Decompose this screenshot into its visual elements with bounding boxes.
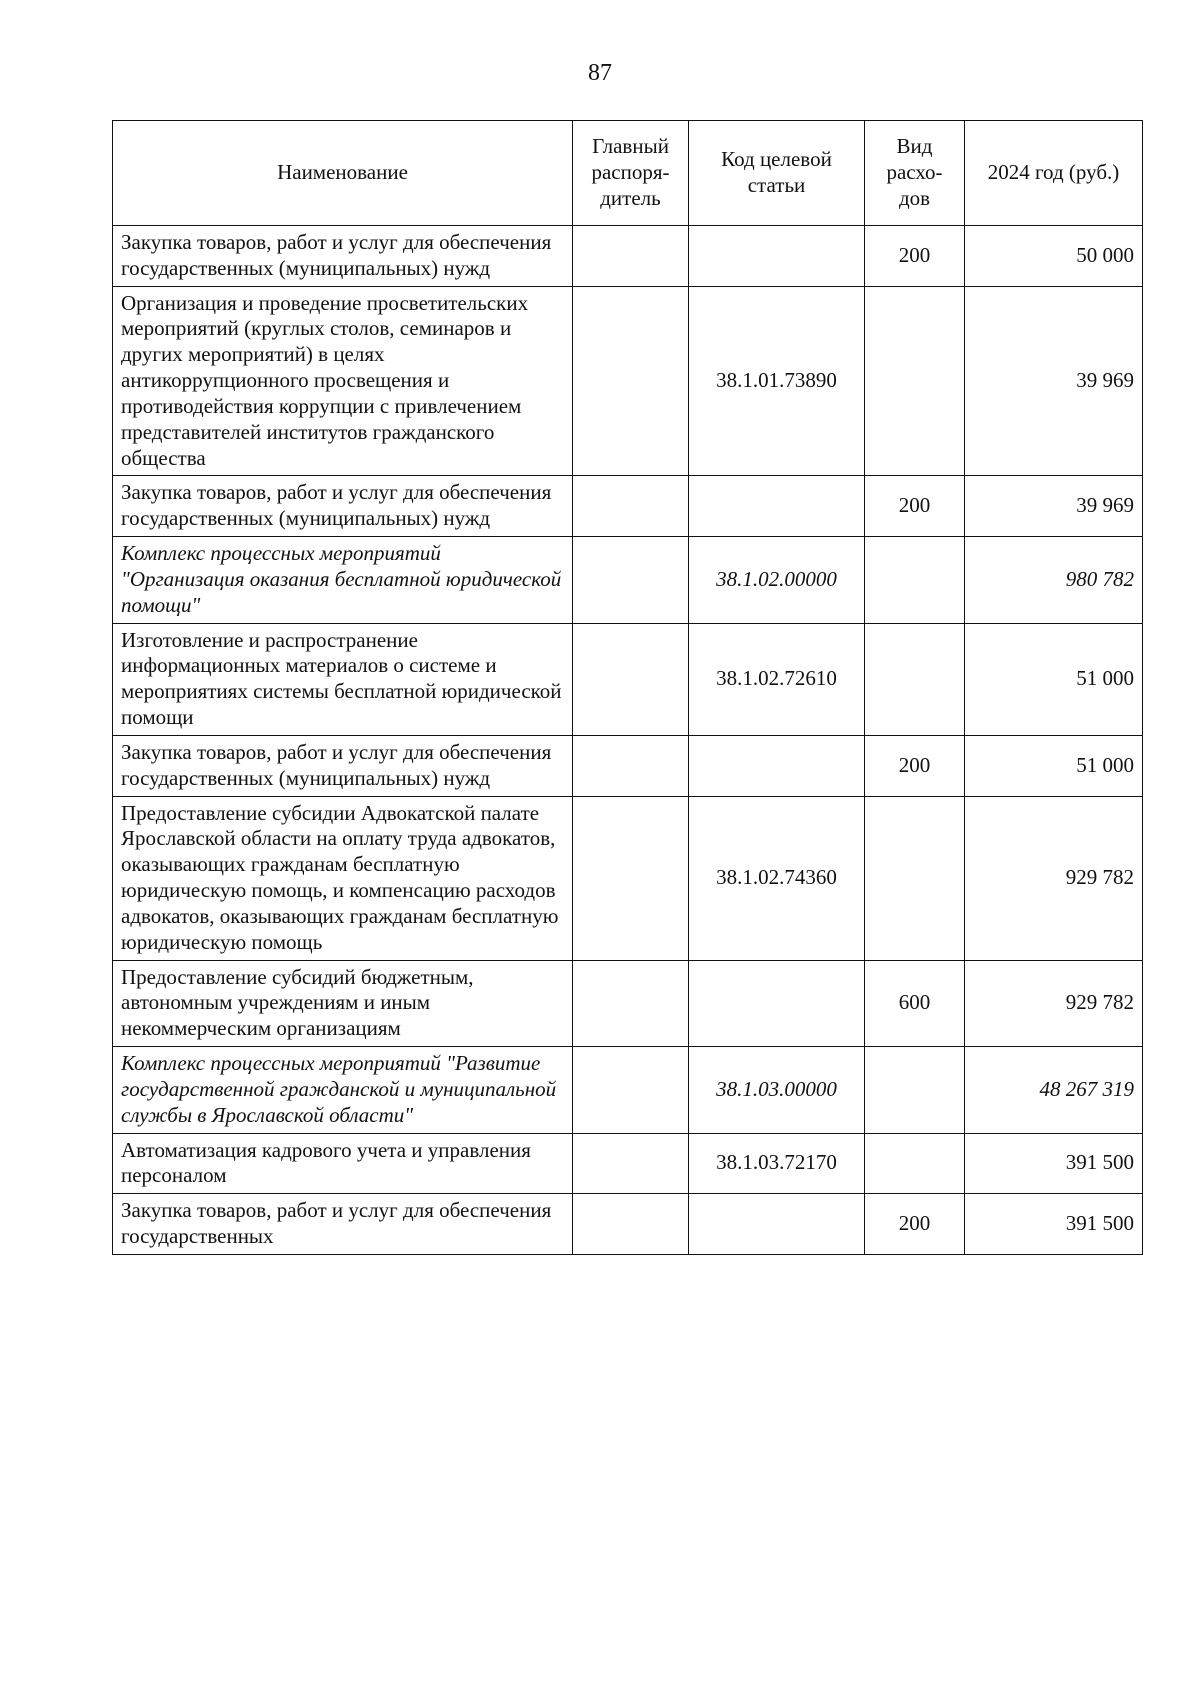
- header-sum: 2024 год (руб.): [965, 121, 1143, 226]
- cell-name: Закупка товаров, работ и услуг для обеспечения государственных (муниципальных) нужд: [113, 735, 573, 796]
- cell-name: Автоматизация кадрового учета и управления персоналом: [113, 1133, 573, 1194]
- cell-kind: 200: [865, 735, 965, 796]
- budget-table: [112, 120, 1143, 1255]
- cell-name: Предоставление субсидии Адвокатской палате Ярославской области на оплату труда адвокатов, оказывающих гражданам бесплатную юридическую помощь, и компенсацию расходов адвокатов, оказывающих гражданам бесплатную юридическую помощь: [113, 796, 573, 960]
- cell-code: [689, 226, 865, 287]
- cell-admin: [573, 623, 689, 735]
- cell-sum: 929 782: [965, 796, 1143, 960]
- cell-code: 38.1.03.00000: [689, 1047, 865, 1133]
- cell-admin: [573, 226, 689, 287]
- table-row: [113, 735, 1143, 796]
- cell-sum: 929 782: [965, 960, 1143, 1046]
- cell-kind: 200: [865, 476, 965, 537]
- table-row: [113, 537, 1143, 623]
- cell-code: [689, 1194, 865, 1255]
- cell-kind: [865, 796, 965, 960]
- cell-name: Организация и проведение просветительских мероприятий (круглых столов, семинаров и других мероприятий) в целях антикоррупционного просвещения и противодействия коррупции с привлечением представителей институтов гражданского общества: [113, 286, 573, 476]
- cell-sum: 39 969: [965, 286, 1143, 476]
- cell-code: 38.1.02.72610: [689, 623, 865, 735]
- table-row: [113, 1194, 1143, 1255]
- table-row: [113, 796, 1143, 960]
- header-row: [113, 121, 1143, 226]
- cell-code: [689, 735, 865, 796]
- cell-name: Закупка товаров, работ и услуг для обеспечения государственных: [113, 1194, 573, 1255]
- header-code: Код целевой статьи: [689, 121, 865, 226]
- header-name: Наименование: [113, 121, 573, 226]
- cell-sum: 980 782: [965, 537, 1143, 623]
- cell-name: Предоставление субсидий бюджетным, автономным учреждениям и иным некоммерческим организациям: [113, 960, 573, 1046]
- cell-admin: [573, 1047, 689, 1133]
- cell-code: [689, 960, 865, 1046]
- cell-code: 38.1.02.74360: [689, 796, 865, 960]
- cell-kind: [865, 623, 965, 735]
- cell-sum: 48 267 319: [965, 1047, 1143, 1133]
- cell-kind: 600: [865, 960, 965, 1046]
- table-row: [113, 226, 1143, 287]
- cell-code: [689, 476, 865, 537]
- cell-kind: [865, 537, 965, 623]
- cell-name: Закупка товаров, работ и услуг для обеспечения государственных (муниципальных) нужд: [113, 476, 573, 537]
- page-number: 87: [588, 60, 612, 86]
- cell-sum: 51 000: [965, 735, 1143, 796]
- cell-admin: [573, 1194, 689, 1255]
- cell-admin: [573, 796, 689, 960]
- table-row: [113, 1133, 1143, 1194]
- cell-kind: [865, 286, 965, 476]
- table-body: [113, 226, 1143, 1255]
- cell-name: Комплекс процессных мероприятий "Организация оказания бесплатной юридической помощи": [113, 537, 573, 623]
- cell-kind: 200: [865, 226, 965, 287]
- header-admin: Главный распоря-дитель: [573, 121, 689, 226]
- table-row: [113, 960, 1143, 1046]
- table-header: [113, 121, 1143, 226]
- header-kind: Вид расхо-дов: [865, 121, 965, 226]
- cell-name: Закупка товаров, работ и услуг для обеспечения государственных (муниципальных) нужд: [113, 226, 573, 287]
- cell-name: Комплекс процессных мероприятий "Развитие государственной гражданской и муниципальной службы в Ярославской области": [113, 1047, 573, 1133]
- table-row: [113, 476, 1143, 537]
- cell-code: 38.1.01.73890: [689, 286, 865, 476]
- cell-admin: [573, 286, 689, 476]
- cell-name: Изготовление и распространение информационных материалов о системе и мероприятиях системы бесплатной юридической помощи: [113, 623, 573, 735]
- table-row: [113, 286, 1143, 476]
- cell-admin: [573, 735, 689, 796]
- cell-sum: 51 000: [965, 623, 1143, 735]
- table-row: [113, 623, 1143, 735]
- cell-code: 38.1.03.72170: [689, 1133, 865, 1194]
- cell-admin: [573, 537, 689, 623]
- cell-sum: 391 500: [965, 1194, 1143, 1255]
- cell-kind: 200: [865, 1194, 965, 1255]
- table-row: [113, 1047, 1143, 1133]
- cell-kind: [865, 1047, 965, 1133]
- cell-sum: 39 969: [965, 476, 1143, 537]
- cell-sum: 50 000: [965, 226, 1143, 287]
- cell-sum: 391 500: [965, 1133, 1143, 1194]
- cell-code: 38.1.02.00000: [689, 537, 865, 623]
- cell-kind: [865, 1133, 965, 1194]
- cell-admin: [573, 960, 689, 1046]
- cell-admin: [573, 1133, 689, 1194]
- cell-admin: [573, 476, 689, 537]
